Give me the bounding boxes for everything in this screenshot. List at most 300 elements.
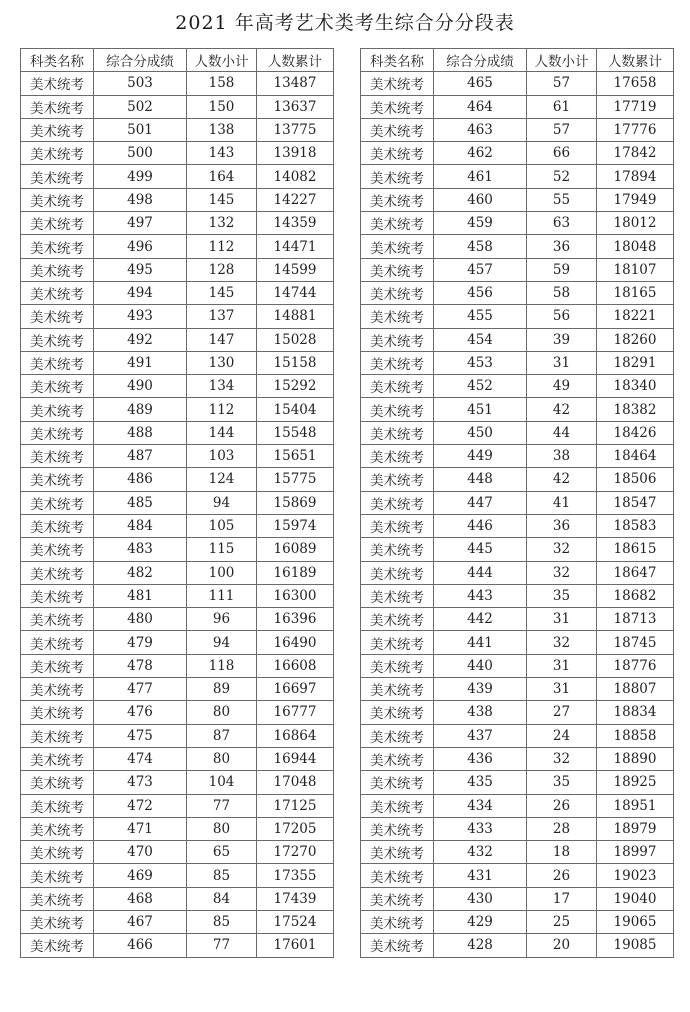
- cell-score: 429: [434, 910, 527, 933]
- cell-cumulative: 18951: [597, 794, 674, 817]
- cell-subject: 美术统考: [361, 188, 434, 211]
- table-row: [21, 328, 334, 351]
- cell-subject: 美术统考: [361, 351, 434, 374]
- cell-subject: 美术统考: [21, 328, 94, 351]
- cell-cumulative: 18647: [597, 561, 674, 584]
- cell-cumulative: 14881: [257, 305, 334, 328]
- cell-score: 482: [94, 561, 187, 584]
- cell-subject: 美术统考: [361, 305, 434, 328]
- cell-score: 476: [94, 701, 187, 724]
- cell-count: 103: [187, 445, 257, 468]
- table-row: [361, 72, 674, 95]
- cell-score: 485: [94, 491, 187, 514]
- cell-cumulative: 17719: [597, 95, 674, 118]
- cell-subject: 美术统考: [21, 445, 94, 468]
- cell-cumulative: 17601: [257, 934, 334, 957]
- cell-count: 17: [527, 887, 597, 910]
- cell-count: 61: [527, 95, 597, 118]
- cell-subject: 美术统考: [21, 468, 94, 491]
- table-row: [21, 445, 334, 468]
- cell-count: 31: [527, 678, 597, 701]
- cell-count: 145: [187, 188, 257, 211]
- cell-cumulative: 16697: [257, 678, 334, 701]
- column-header-score: 综合分成绩: [94, 49, 187, 72]
- table-row: [361, 794, 674, 817]
- table-row: [21, 771, 334, 794]
- cell-score: 500: [94, 142, 187, 165]
- cell-subject: 美术统考: [21, 584, 94, 607]
- cell-subject: 美术统考: [361, 398, 434, 421]
- cell-subject: 美术统考: [361, 421, 434, 444]
- cell-cumulative: 18382: [597, 398, 674, 421]
- cell-score: 480: [94, 608, 187, 631]
- cell-count: 80: [187, 701, 257, 724]
- cell-cumulative: 17439: [257, 887, 334, 910]
- cell-subject: 美术统考: [21, 235, 94, 258]
- cell-count: 44: [527, 421, 597, 444]
- cell-score: 457: [434, 258, 527, 281]
- table-row: [21, 934, 334, 957]
- cell-score: 489: [94, 398, 187, 421]
- cell-score: 486: [94, 468, 187, 491]
- column-header-cumulative: 人数累计: [597, 49, 674, 72]
- cell-subject: 美术统考: [361, 514, 434, 537]
- cell-count: 77: [187, 934, 257, 957]
- cell-cumulative: 19065: [597, 910, 674, 933]
- table-row: [21, 258, 334, 281]
- cell-count: 80: [187, 747, 257, 770]
- table-row: [21, 608, 334, 631]
- cell-score: 473: [94, 771, 187, 794]
- score-table-left: [20, 48, 334, 958]
- table-row: [361, 118, 674, 141]
- cell-cumulative: 18713: [597, 608, 674, 631]
- cell-cumulative: 18745: [597, 631, 674, 654]
- cell-subject: 美术统考: [361, 165, 434, 188]
- cell-subject: 美术统考: [21, 491, 94, 514]
- cell-subject: 美术统考: [21, 817, 94, 840]
- table-row: [361, 747, 674, 770]
- cell-cumulative: 16944: [257, 747, 334, 770]
- table-row: [21, 235, 334, 258]
- cell-count: 57: [527, 72, 597, 95]
- table-row: [21, 724, 334, 747]
- cell-count: 35: [527, 584, 597, 607]
- cell-cumulative: 18464: [597, 445, 674, 468]
- cell-subject: 美术统考: [21, 72, 94, 95]
- cell-subject: 美术统考: [361, 212, 434, 235]
- table-row: [21, 491, 334, 514]
- cell-cumulative: 15028: [257, 328, 334, 351]
- cell-subject: 美术统考: [21, 398, 94, 421]
- cell-cumulative: 18260: [597, 328, 674, 351]
- cell-subject: 美术统考: [21, 165, 94, 188]
- cell-score: 496: [94, 235, 187, 258]
- cell-cumulative: 14471: [257, 235, 334, 258]
- table-row: [361, 281, 674, 304]
- cell-subject: 美术统考: [21, 934, 94, 957]
- table-row: [361, 631, 674, 654]
- table-row: [361, 701, 674, 724]
- cell-score: 464: [434, 95, 527, 118]
- cell-subject: 美术统考: [21, 281, 94, 304]
- table-row: [21, 95, 334, 118]
- cell-subject: 美术统考: [361, 701, 434, 724]
- column-header-count: 人数小计: [527, 49, 597, 72]
- cell-cumulative: 18506: [597, 468, 674, 491]
- cell-subject: 美术统考: [361, 771, 434, 794]
- cell-subject: 美术统考: [361, 258, 434, 281]
- cell-cumulative: 16777: [257, 701, 334, 724]
- cell-cumulative: 17658: [597, 72, 674, 95]
- cell-count: 26: [527, 794, 597, 817]
- cell-count: 100: [187, 561, 257, 584]
- table-row: [361, 771, 674, 794]
- cell-score: 441: [434, 631, 527, 654]
- cell-score: 499: [94, 165, 187, 188]
- cell-score: 468: [94, 887, 187, 910]
- cell-score: 491: [94, 351, 187, 374]
- cell-score: 466: [94, 934, 187, 957]
- table-row: [361, 864, 674, 887]
- cell-cumulative: 17894: [597, 165, 674, 188]
- cell-cumulative: 17776: [597, 118, 674, 141]
- cell-count: 112: [187, 235, 257, 258]
- table-row: [21, 398, 334, 421]
- cell-subject: 美术统考: [21, 841, 94, 864]
- cell-score: 435: [434, 771, 527, 794]
- cell-subject: 美术统考: [361, 538, 434, 561]
- cell-subject: 美术统考: [21, 771, 94, 794]
- cell-score: 451: [434, 398, 527, 421]
- cell-cumulative: 16396: [257, 608, 334, 631]
- cell-score: 436: [434, 747, 527, 770]
- cell-count: 36: [527, 235, 597, 258]
- cell-subject: 美术统考: [361, 561, 434, 584]
- cell-score: 487: [94, 445, 187, 468]
- cell-count: 28: [527, 817, 597, 840]
- cell-subject: 美术统考: [21, 538, 94, 561]
- cell-score: 477: [94, 678, 187, 701]
- table-row: [21, 514, 334, 537]
- cell-count: 87: [187, 724, 257, 747]
- table-row: [21, 118, 334, 141]
- cell-score: 458: [434, 235, 527, 258]
- cell-score: 465: [434, 72, 527, 95]
- cell-score: 493: [94, 305, 187, 328]
- cell-cumulative: 18858: [597, 724, 674, 747]
- cell-score: 438: [434, 701, 527, 724]
- cell-count: 115: [187, 538, 257, 561]
- cell-score: 484: [94, 514, 187, 537]
- table-row: [361, 514, 674, 537]
- cell-count: 55: [527, 188, 597, 211]
- cell-subject: 美术统考: [361, 375, 434, 398]
- cell-cumulative: 16089: [257, 538, 334, 561]
- cell-cumulative: 16608: [257, 654, 334, 677]
- cell-subject: 美术统考: [21, 561, 94, 584]
- cell-cumulative: 15651: [257, 445, 334, 468]
- cell-score: 495: [94, 258, 187, 281]
- column-header-cumulative: 人数累计: [257, 49, 334, 72]
- cell-count: 89: [187, 678, 257, 701]
- table-row: [361, 328, 674, 351]
- table-row: [361, 678, 674, 701]
- table-row: [21, 421, 334, 444]
- cell-cumulative: 19023: [597, 864, 674, 887]
- cell-subject: 美术统考: [361, 747, 434, 770]
- cell-count: 27: [527, 701, 597, 724]
- table-row: [361, 142, 674, 165]
- cell-score: 474: [94, 747, 187, 770]
- cell-count: 32: [527, 631, 597, 654]
- table-row: [21, 654, 334, 677]
- cell-count: 26: [527, 864, 597, 887]
- cell-count: 66: [527, 142, 597, 165]
- table-row: [21, 887, 334, 910]
- cell-cumulative: 17524: [257, 910, 334, 933]
- cell-subject: 美术统考: [21, 142, 94, 165]
- cell-subject: 美术统考: [21, 351, 94, 374]
- table-row: [21, 351, 334, 374]
- cell-count: 145: [187, 281, 257, 304]
- cell-cumulative: 18340: [597, 375, 674, 398]
- cell-cumulative: 19040: [597, 887, 674, 910]
- cell-cumulative: 17125: [257, 794, 334, 817]
- cell-score: 470: [94, 841, 187, 864]
- cell-score: 467: [94, 910, 187, 933]
- cell-score: 481: [94, 584, 187, 607]
- cell-cumulative: 17048: [257, 771, 334, 794]
- cell-subject: 美术统考: [361, 794, 434, 817]
- table-row: [21, 142, 334, 165]
- cell-score: 479: [94, 631, 187, 654]
- table-row: [361, 95, 674, 118]
- cell-score: 449: [434, 445, 527, 468]
- cell-count: 94: [187, 631, 257, 654]
- cell-score: 430: [434, 887, 527, 910]
- cell-subject: 美术统考: [361, 142, 434, 165]
- cell-score: 461: [434, 165, 527, 188]
- cell-count: 138: [187, 118, 257, 141]
- cell-count: 80: [187, 817, 257, 840]
- table-row: [21, 584, 334, 607]
- cell-count: 31: [527, 351, 597, 374]
- cell-count: 36: [527, 514, 597, 537]
- cell-count: 56: [527, 305, 597, 328]
- cell-cumulative: 13637: [257, 95, 334, 118]
- cell-count: 112: [187, 398, 257, 421]
- cell-subject: 美术统考: [361, 654, 434, 677]
- table-row: [361, 445, 674, 468]
- table-row: [361, 258, 674, 281]
- cell-score: 462: [434, 142, 527, 165]
- cell-count: 134: [187, 375, 257, 398]
- cell-score: 433: [434, 817, 527, 840]
- table-row: [361, 491, 674, 514]
- cell-count: 85: [187, 910, 257, 933]
- cell-subject: 美术统考: [21, 747, 94, 770]
- table-row: [21, 538, 334, 561]
- cell-score: 494: [94, 281, 187, 304]
- cell-cumulative: 15548: [257, 421, 334, 444]
- cell-count: 31: [527, 654, 597, 677]
- cell-count: 132: [187, 212, 257, 235]
- cell-count: 84: [187, 887, 257, 910]
- cell-subject: 美术统考: [361, 281, 434, 304]
- table-row: [21, 72, 334, 95]
- cell-cumulative: 16864: [257, 724, 334, 747]
- cell-count: 39: [527, 328, 597, 351]
- table-row: [361, 538, 674, 561]
- table-row: [361, 841, 674, 864]
- cell-count: 164: [187, 165, 257, 188]
- cell-count: 124: [187, 468, 257, 491]
- cell-count: 32: [527, 538, 597, 561]
- cell-cumulative: 18107: [597, 258, 674, 281]
- cell-count: 150: [187, 95, 257, 118]
- cell-cumulative: 17270: [257, 841, 334, 864]
- cell-count: 137: [187, 305, 257, 328]
- cell-subject: 美术统考: [21, 212, 94, 235]
- table-row: [361, 421, 674, 444]
- table-header-row: [361, 49, 674, 72]
- cell-score: 431: [434, 864, 527, 887]
- cell-score: 501: [94, 118, 187, 141]
- cell-subject: 美术统考: [361, 445, 434, 468]
- cell-cumulative: 13775: [257, 118, 334, 141]
- cell-score: 443: [434, 584, 527, 607]
- cell-cumulative: 17842: [597, 142, 674, 165]
- table-row: [21, 701, 334, 724]
- cell-score: 447: [434, 491, 527, 514]
- page-title: 2021 年高考艺术类考生综合分分段表: [175, 12, 515, 34]
- cell-count: 65: [187, 841, 257, 864]
- cell-score: 428: [434, 934, 527, 957]
- cell-cumulative: 19085: [597, 934, 674, 957]
- cell-cumulative: 18221: [597, 305, 674, 328]
- cell-cumulative: 18997: [597, 841, 674, 864]
- table-row: [361, 934, 674, 957]
- table-row: [361, 608, 674, 631]
- cell-subject: 美术统考: [21, 305, 94, 328]
- cell-cumulative: 18807: [597, 678, 674, 701]
- cell-score: 502: [94, 95, 187, 118]
- table-row: [21, 678, 334, 701]
- cell-subject: 美术统考: [361, 887, 434, 910]
- cell-score: 503: [94, 72, 187, 95]
- cell-cumulative: 18776: [597, 654, 674, 677]
- score-table-right: [360, 48, 674, 958]
- cell-subject: 美术统考: [361, 608, 434, 631]
- table-row: [361, 654, 674, 677]
- cell-subject: 美术统考: [21, 864, 94, 887]
- cell-score: 492: [94, 328, 187, 351]
- cell-subject: 美术统考: [361, 95, 434, 118]
- cell-cumulative: 15292: [257, 375, 334, 398]
- cell-count: 77: [187, 794, 257, 817]
- cell-subject: 美术统考: [21, 421, 94, 444]
- cell-subject: 美术统考: [361, 864, 434, 887]
- table-row: [361, 351, 674, 374]
- cell-count: 147: [187, 328, 257, 351]
- cell-score: 472: [94, 794, 187, 817]
- cell-subject: 美术统考: [361, 631, 434, 654]
- cell-subject: 美术统考: [361, 118, 434, 141]
- cell-score: 437: [434, 724, 527, 747]
- cell-cumulative: 15775: [257, 468, 334, 491]
- cell-count: 143: [187, 142, 257, 165]
- column-header-count: 人数小计: [187, 49, 257, 72]
- cell-subject: 美术统考: [21, 910, 94, 933]
- cell-cumulative: 16490: [257, 631, 334, 654]
- cell-count: 144: [187, 421, 257, 444]
- table-row: [361, 887, 674, 910]
- table-row: [21, 305, 334, 328]
- cell-count: 105: [187, 514, 257, 537]
- cell-cumulative: 18615: [597, 538, 674, 561]
- cell-subject: 美术统考: [21, 258, 94, 281]
- cell-count: 158: [187, 72, 257, 95]
- cell-subject: 美术统考: [21, 95, 94, 118]
- cell-count: 35: [527, 771, 597, 794]
- cell-score: 456: [434, 281, 527, 304]
- cell-score: 453: [434, 351, 527, 374]
- cell-subject: 美术统考: [361, 72, 434, 95]
- cell-score: 488: [94, 421, 187, 444]
- cell-score: 446: [434, 514, 527, 537]
- table-row: [21, 281, 334, 304]
- cell-cumulative: 13487: [257, 72, 334, 95]
- cell-score: 442: [434, 608, 527, 631]
- cell-subject: 美术统考: [21, 631, 94, 654]
- table-header-row: [21, 49, 334, 72]
- table-row: [361, 305, 674, 328]
- cell-score: 475: [94, 724, 187, 747]
- cell-cumulative: 18291: [597, 351, 674, 374]
- cell-count: 58: [527, 281, 597, 304]
- cell-subject: 美术统考: [21, 514, 94, 537]
- table-row: [21, 561, 334, 584]
- cell-score: 497: [94, 212, 187, 235]
- cell-cumulative: 15158: [257, 351, 334, 374]
- cell-subject: 美术统考: [21, 678, 94, 701]
- table-row: [21, 212, 334, 235]
- cell-score: 459: [434, 212, 527, 235]
- cell-score: 434: [434, 794, 527, 817]
- table-row: [21, 165, 334, 188]
- cell-count: 130: [187, 351, 257, 374]
- cell-score: 444: [434, 561, 527, 584]
- cell-count: 52: [527, 165, 597, 188]
- cell-subject: 美术统考: [361, 468, 434, 491]
- cell-count: 42: [527, 398, 597, 421]
- table-row: [21, 747, 334, 770]
- table-row: [361, 468, 674, 491]
- cell-subject: 美术统考: [21, 887, 94, 910]
- cell-cumulative: 18925: [597, 771, 674, 794]
- cell-cumulative: 14227: [257, 188, 334, 211]
- cell-subject: 美术统考: [361, 841, 434, 864]
- cell-count: 31: [527, 608, 597, 631]
- cell-cumulative: 18012: [597, 212, 674, 235]
- cell-count: 104: [187, 771, 257, 794]
- column-header-subject: 科类名称: [361, 49, 434, 72]
- cell-subject: 美术统考: [361, 910, 434, 933]
- table-row: [361, 235, 674, 258]
- cell-cumulative: 18682: [597, 584, 674, 607]
- cell-cumulative: 16189: [257, 561, 334, 584]
